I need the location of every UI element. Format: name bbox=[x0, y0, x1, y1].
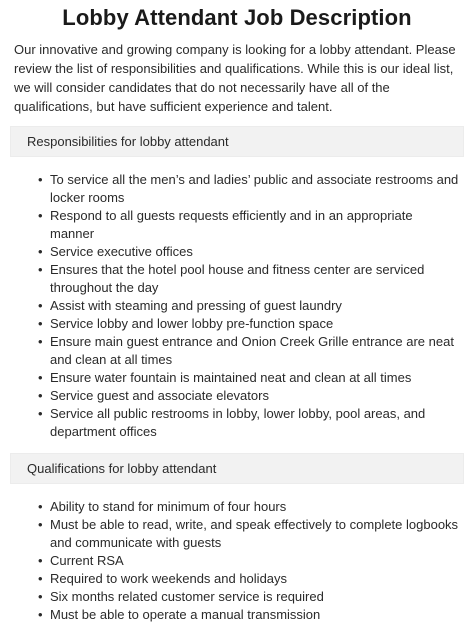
bullet-icon: • bbox=[38, 517, 43, 532]
qualifications-list bbox=[10, 498, 464, 624]
qualification-text: Ability to stand for minimum of four hours bbox=[50, 499, 287, 514]
qualification-item bbox=[38, 498, 464, 516]
bullet-icon: • bbox=[38, 571, 43, 586]
qualification-item bbox=[38, 588, 464, 606]
responsibility-item bbox=[38, 369, 464, 387]
bullet-icon: • bbox=[38, 406, 43, 421]
responsibility-text: Ensures that the hotel pool house and fitness center are serviced throughout the day bbox=[50, 262, 425, 295]
bullet-icon: • bbox=[38, 298, 43, 313]
responsibility-item bbox=[38, 387, 464, 405]
qualification-text: Must be able to operate a manual transmission bbox=[50, 607, 321, 622]
responsibility-text: Respond to all guests requests efficiently and in an appropriate manner bbox=[50, 208, 413, 241]
bullet-icon: • bbox=[38, 553, 43, 568]
responsibility-text: Service guest and associate elevators bbox=[50, 388, 269, 403]
qualification-text: Required to work weekends and holidays bbox=[50, 571, 288, 586]
qualification-text: Current RSA bbox=[50, 553, 124, 568]
qualification-item bbox=[38, 552, 464, 570]
responsibilities-header bbox=[10, 126, 464, 157]
qualifications-header bbox=[10, 453, 464, 484]
responsibility-item bbox=[38, 333, 464, 369]
bullet-icon: • bbox=[38, 370, 43, 385]
bullet-icon: • bbox=[38, 262, 43, 277]
responsibility-item bbox=[38, 297, 464, 315]
responsibility-text: To service all the men’s and ladies’ public and associate restrooms and locker rooms bbox=[50, 172, 459, 205]
qualifications-heading: Qualifications for lobby attendant bbox=[27, 461, 217, 476]
responsibility-text: Service lobby and lower lobby pre-function space bbox=[50, 316, 334, 331]
qualification-item bbox=[38, 516, 464, 552]
responsibilities-heading: Responsibilities for lobby attendant bbox=[27, 134, 229, 149]
responsibility-item bbox=[38, 243, 464, 261]
bullet-icon: • bbox=[38, 316, 43, 331]
bullet-icon: • bbox=[38, 244, 43, 259]
responsibility-text: Assist with steaming and pressing of guest laundry bbox=[50, 298, 342, 313]
responsibility-text: Service executive offices bbox=[50, 244, 193, 259]
responsibility-text: Service all public restrooms in lobby, lower lobby, pool areas, and department offices bbox=[50, 406, 426, 439]
intro-paragraph: Our innovative and growing company is looking for a lobby attendant. Please review the list of responsibilities and qualifications. While this is our ideal list, we will consider candidates that do not necessarily have all of the qualifications, but have sufficient experience and talent. bbox=[14, 42, 456, 114]
bullet-icon: • bbox=[38, 388, 43, 403]
qualification-text: Must be able to read, write, and speak effectively to complete logbooks and communicate with guests bbox=[50, 517, 459, 550]
responsibility-text: Ensure main guest entrance and Onion Creek Grille entrance are neat and clean at all times bbox=[50, 334, 454, 367]
bullet-icon: • bbox=[38, 208, 43, 223]
bullet-icon: • bbox=[38, 499, 43, 514]
responsibilities-list bbox=[10, 171, 464, 441]
qualification-item bbox=[38, 570, 464, 588]
bullet-icon: • bbox=[38, 607, 43, 622]
page-title: Lobby Attendant Job Description bbox=[62, 5, 412, 30]
qualification-text: Six months related customer service is required bbox=[50, 589, 324, 604]
responsibility-item bbox=[38, 171, 464, 207]
responsibility-item bbox=[38, 315, 464, 333]
responsibility-text: Ensure water fountain is maintained neat and clean at all times bbox=[50, 370, 412, 385]
responsibility-item bbox=[38, 405, 464, 441]
responsibility-item bbox=[38, 261, 464, 297]
bullet-icon: • bbox=[38, 172, 43, 187]
responsibility-item bbox=[38, 207, 464, 243]
qualification-item bbox=[38, 606, 464, 624]
bullet-icon: • bbox=[38, 589, 43, 604]
bullet-icon: • bbox=[38, 334, 43, 349]
